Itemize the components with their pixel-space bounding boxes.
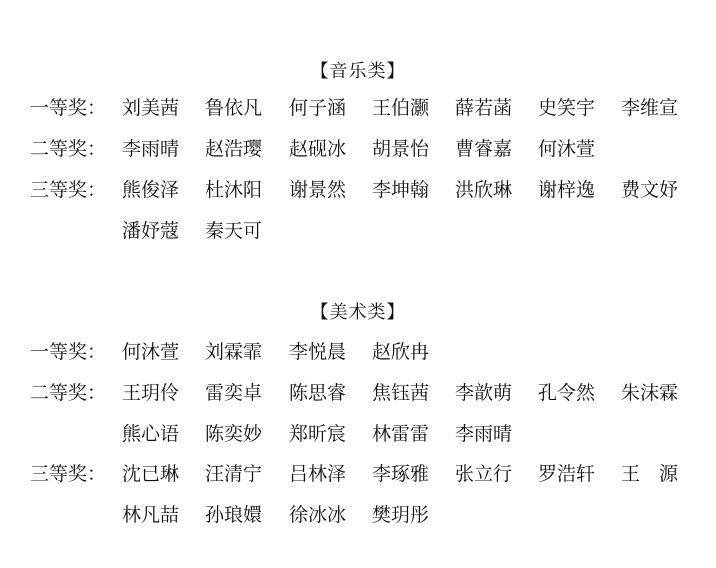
winner-name: 张立行 — [455, 463, 513, 485]
winner-name: 熊俊泽 — [122, 179, 180, 201]
winner-name: 樊玥彤 — [372, 504, 430, 526]
winner-name: 何子涵 — [289, 97, 347, 119]
winner-name: 费文妤 — [621, 179, 679, 201]
winner-name: 潘妤蔻 — [122, 220, 180, 242]
winner-name: 吕林泽 — [289, 463, 347, 485]
prize-label: 一等奖： — [30, 341, 107, 363]
winner-name: 王伯灏 — [372, 97, 430, 119]
winner-name: 秦天可 — [205, 220, 263, 242]
winner-name: 李琢雅 — [372, 463, 430, 485]
winner-name: 孔令然 — [538, 382, 596, 404]
winner-name: 赵浩璎 — [205, 138, 263, 160]
winner-name: 谢梓逸 — [538, 179, 596, 201]
winner-name: 刘美茜 — [122, 97, 180, 119]
art-section-title: 【美术类】 — [310, 302, 406, 323]
winner-name: 赵欣冉 — [372, 341, 430, 363]
winner-name: 徐冰冰 — [289, 504, 347, 526]
winner-name: 陈思睿 — [289, 382, 347, 404]
winner-name: 陈奕妙 — [205, 423, 263, 445]
winner-name: 孙琅嬛 — [205, 504, 263, 526]
winner-name: 洪欣琳 — [455, 179, 513, 201]
winner-name: 熊心语 — [122, 423, 180, 445]
winner-name: 朱沫霖 — [621, 382, 679, 404]
winner-name: 李雨晴 — [455, 423, 513, 445]
winner-name: 刘霖霏 — [205, 341, 263, 363]
winner-name: 林雷雷 — [372, 423, 430, 445]
winner-name: 罗浩轩 — [538, 463, 596, 485]
winner-name: 薛若菡 — [455, 97, 513, 119]
prize-label: 二等奖： — [30, 382, 107, 404]
winner-name: 林凡喆 — [122, 504, 180, 526]
winner-name: 谢景然 — [289, 179, 347, 201]
prize-label: 一等奖： — [30, 97, 107, 119]
winner-name: 王玥伶 — [122, 382, 180, 404]
winner-name: 赵砚冰 — [289, 138, 347, 160]
winner-name: 鲁依凡 — [205, 97, 263, 119]
winner-name: 李雨晴 — [122, 138, 180, 160]
prize-label: 三等奖： — [30, 179, 107, 201]
winner-name: 王 源 — [621, 463, 679, 485]
winner-name: 何沐萱 — [538, 138, 596, 160]
winner-name: 何沐萱 — [122, 341, 180, 363]
winner-name: 汪清宁 — [205, 463, 263, 485]
winner-name: 李歆萌 — [455, 382, 513, 404]
winner-name: 史笑宇 — [538, 97, 596, 119]
prize-label: 三等奖： — [30, 463, 107, 485]
winner-name: 胡景怡 — [372, 138, 430, 160]
winner-name: 焦钰茜 — [372, 382, 430, 404]
winner-name: 雷奕卓 — [205, 382, 263, 404]
winner-name: 杜沐阳 — [205, 179, 263, 201]
music-section-title: 【音乐类】 — [310, 61, 406, 82]
winner-name: 李悦晨 — [289, 341, 347, 363]
prize-label: 二等奖： — [30, 138, 107, 160]
winner-name: 李坤翰 — [372, 179, 430, 201]
winner-name: 沈已琳 — [122, 463, 180, 485]
winner-name: 李维宣 — [621, 97, 679, 119]
winner-name: 曹睿嘉 — [455, 138, 513, 160]
winner-name: 郑昕宸 — [289, 423, 347, 445]
